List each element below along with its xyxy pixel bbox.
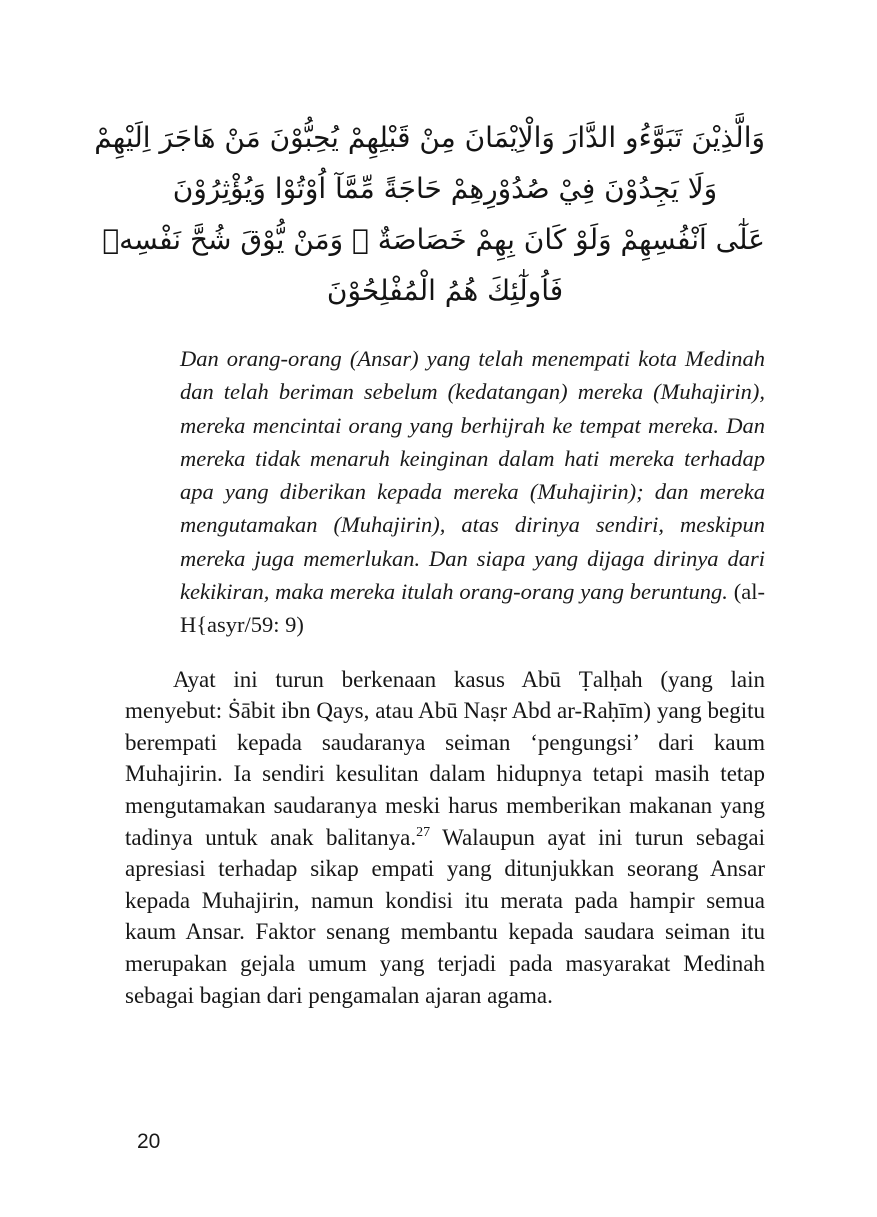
arabic-verse-line-1: وَالَّذِيْنَ تَبَوَّءُو الدَّارَ وَالْاِيْمَانَ مِنْ قَبْلِهِمْ يُحِبُّوْنَ مَنْ هَاجَرَ اِلَيْهِمْ <box>94 121 765 154</box>
verse-translation-text: Dan orang-orang (Ansar) yang telah menempati kota Medinah dan telah beriman sebelum (kedatangan) mereka (Muhajirin), mereka mencintai orang yang berhijrah ke tempat mereka. Dan mereka tidak menaruh keinginan dalam hati mereka terhadap apa yang diberikan kepada mereka (Muhajirin); dan mereka mengutamakan (Muhajirin), atas dirinya sendiri, meskipun mereka juga memerlukan. Dan siapa yang dijaga dirinya dari kekikiran, maka mereka itulah orang-orang yang beruntung. <box>180 346 765 605</box>
page-number: 20 <box>137 1130 161 1153</box>
footnote-reference-27: 27 <box>416 824 431 840</box>
commentary-paragraph <box>125 664 765 1012</box>
arabic-verse-line-2: وَلَا يَجِدُوْنَ فِيْ صُدُوْرِهِمْ حَاجَةً مِّمَّآ اُوْتُوْا وَيُؤْثِرُوْنَ <box>172 172 718 205</box>
commentary-text-before-footnote: Ayat ini turun berkenaan kasus Abū Ṭalḥah (yang lain menyebut: Ṡābit ibn Qays, atau Abū Naṣr Abd ar-Raḥīm) yang begitu berempati kepada saudaranya seiman ‘pengungsi’ dari kaum Muhajirin. Ia sendiri kesulitan dalam hidupnya tetapi masih tetap mengutamakan saudaranya meski harus memberikan makanan yang tadinya untuk anak balitanya. <box>125 666 765 850</box>
verse-translation-block <box>180 342 765 642</box>
arabic-verse-line-3: عَلٰٓى اَنْفُسِهِمْ وَلَوْ كَانَ بِهِمْ خَصَاصَةٌ ۗ وَمَنْ يُّوْقَ شُحَّ نَفْسِهٖ <box>102 223 765 256</box>
commentary-text-after-footnote: Walaupun ayat ini turun sebagai apresiasi terhadap sikap empati yang ditunjukkan seorang Ansar kepada Muhajirin, namun kondisi itu merata pada hampir semua kaum Ansar. Faktor senang membantu kepada saudara seiman itu merupakan gejala umum yang terjadi pada masyarakat Medinah sebagai bagian dari pengamalan ajaran agama. <box>125 824 765 1008</box>
verse-citation: (al-H{asyr/59: 9) <box>180 579 766 638</box>
quran-verse-arabic <box>94 112 765 316</box>
arabic-verse-line-4: فَاُولٰٓئِكَ هُمُ الْمُفْلِحُوْنَ <box>326 274 564 307</box>
